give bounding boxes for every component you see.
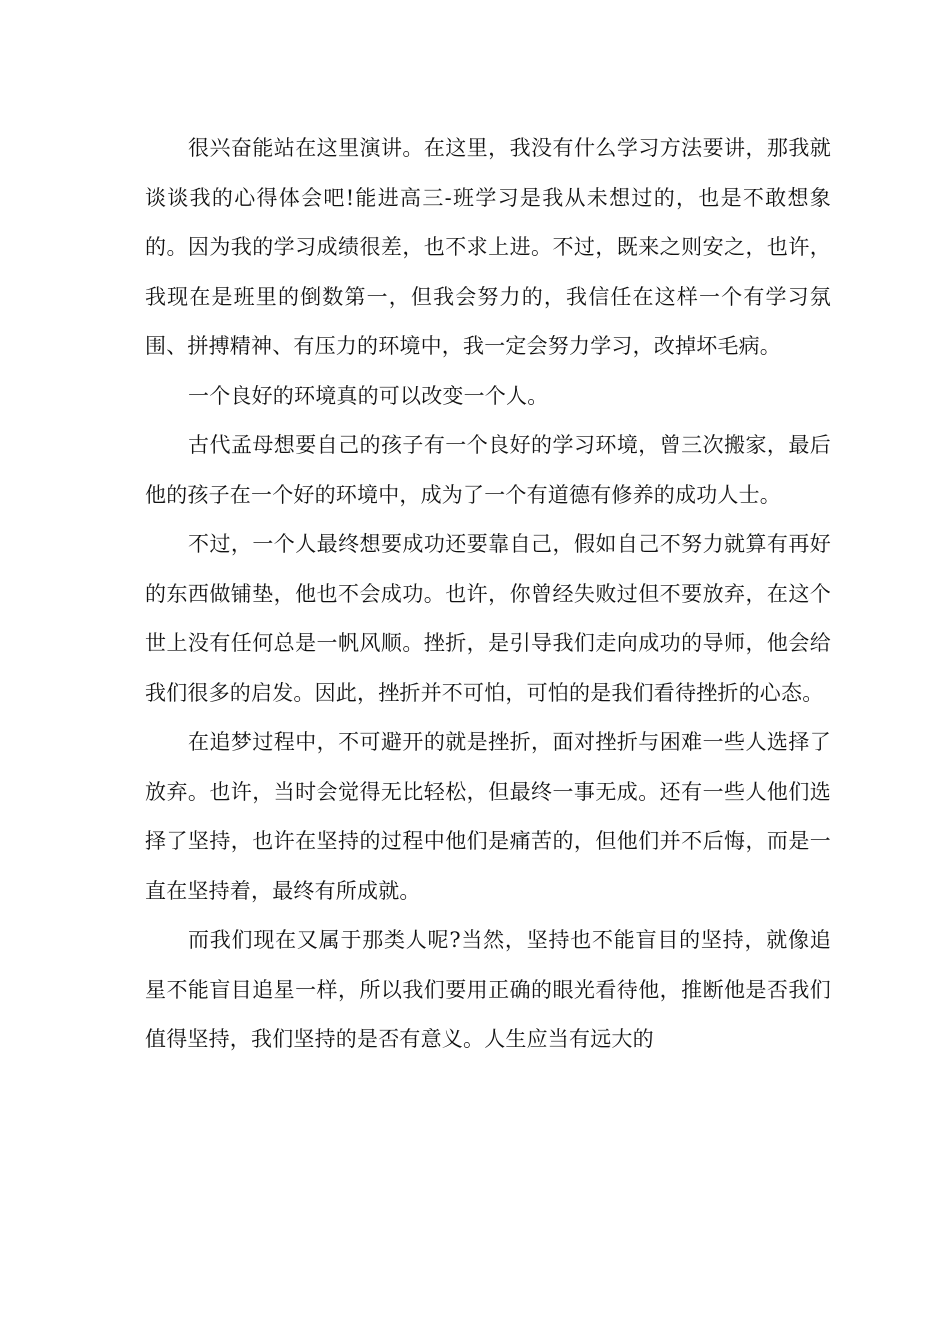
paragraph: 而我们现在又属于那类人呢?当然，坚持也不能盲目的坚持，就像追星不能盲目追星一样，所以我们要用正确的眼光看待他，推断他是否我们值得坚持，我们坚持的是否有意义。人生应当有远大的 (145, 928, 831, 1051)
document-body (145, 124, 831, 1065)
paragraph: 古代孟母想要自己的孩子有一个良好的学习环境，曾三次搬家，最后他的孩子在一个好的环境中，成为了一个有道德有修养的成功人士。 (145, 433, 831, 507)
paragraph: 很兴奋能站在这里演讲。在这里，我没有什么学习方法要讲，那我就谈谈我的心得体会吧!能进高三-班学习是我从未想过的，也是不敢想象的。因为我的学习成绩很差，也不求上进。不过，既来之则安之，也许，我现在是班里的倒数第一，但我会努力的，我信任在这样一个有学习氛围、拼搏精神、有压力的环境中，我一定会努力学习，改掉坏毛病。 (145, 136, 831, 358)
paragraph: 一个良好的环境真的可以改变一个人。 (188, 383, 549, 408)
paragraph: 不过，一个人最终想要成功还要靠自己，假如自己不努力就算有再好的东西做铺垫，他也不会成功。也许，你曾经失败过但不要放弃，在这个世上没有任何总是一帆风顺。挫折，是引导我们走向成功的导师，他会给我们很多的启发。因此，挫折并不可怕，可怕的是我们看待挫折的心态。 (145, 532, 831, 705)
paragraph: 在追梦过程中，不可避开的就是挫折，面对挫折与困难一些人选择了放弃。也许，当时会觉得无比轻松，但最终一事无成。还有一些人他们选择了坚持，也许在坚持的过程中他们是痛苦的，但他们并不后悔，而是一直在坚持着，最终有所成就。 (145, 730, 831, 903)
